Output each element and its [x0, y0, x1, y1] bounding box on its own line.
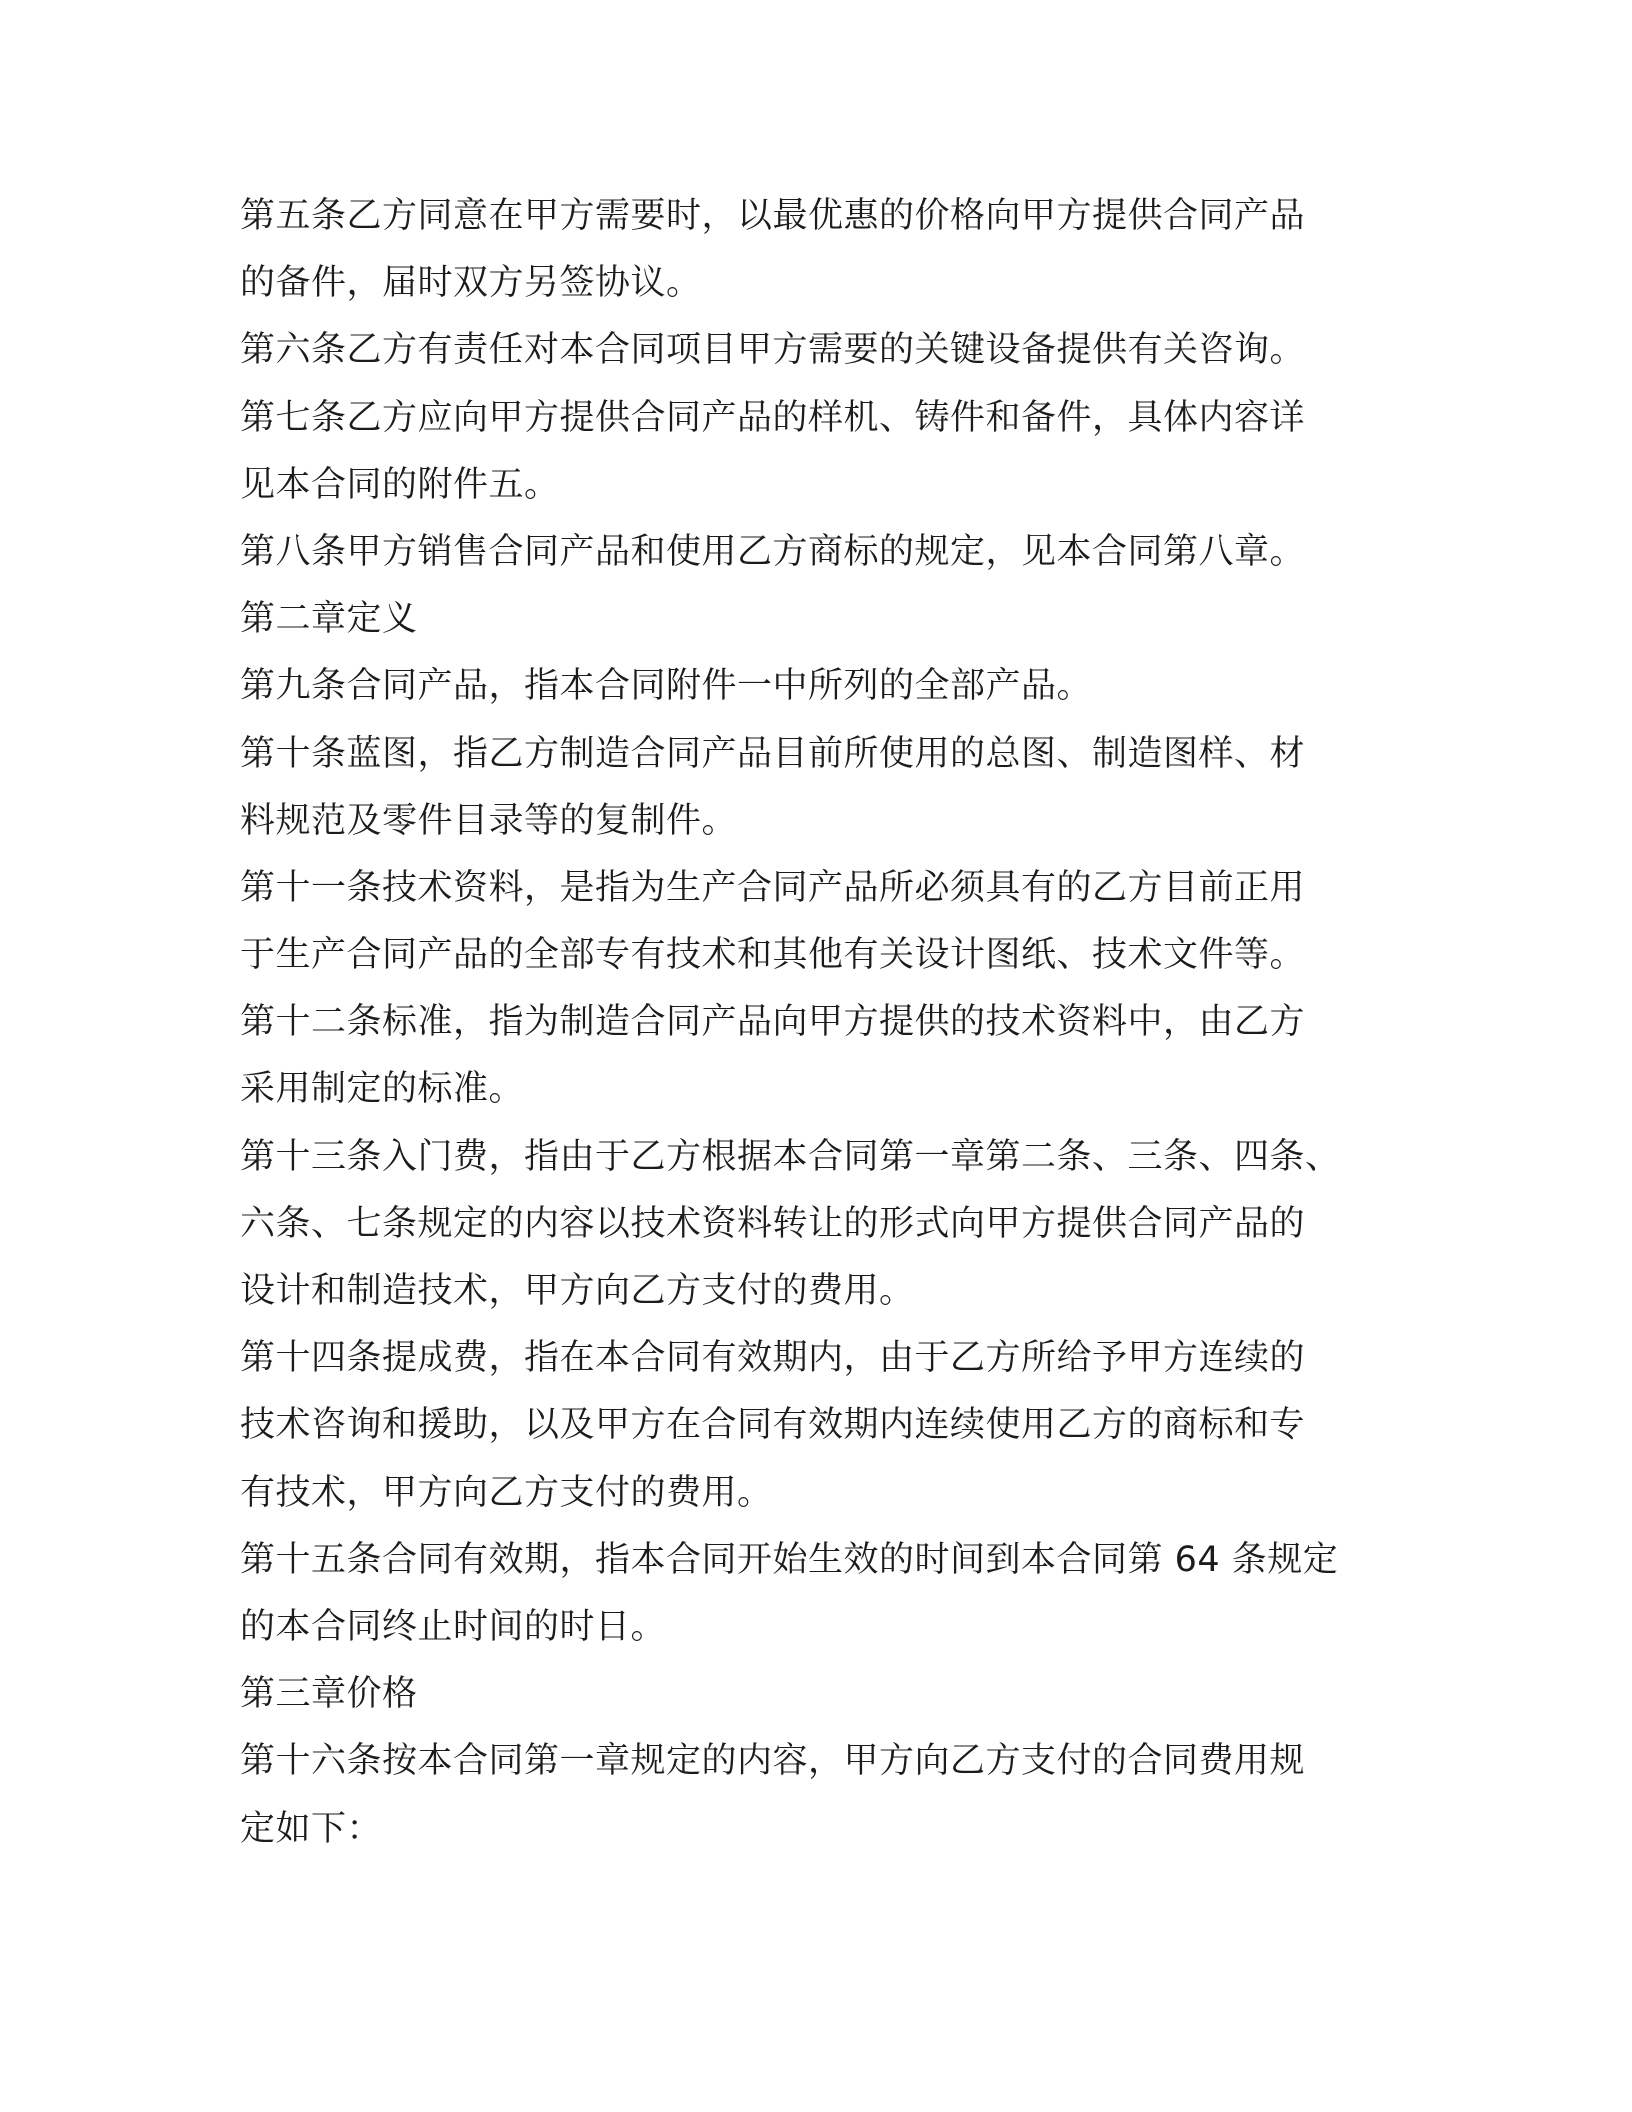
text-line: 定如下： — [240, 1808, 383, 1849]
text-line: 的备件，届时双方另签协议。 — [240, 263, 702, 304]
text-line: 第十一条技术资料，是指为生产合同产品所必须具有的乙方目前正用 — [240, 867, 1306, 908]
text-line: 第十四条提成费，指在本合同有效期内，由于乙方所给予甲方连续的 — [240, 1338, 1306, 1379]
chapter-heading: 第三章价格 — [240, 1674, 418, 1715]
text-line: 第十三条入门费，指由于乙方根据本合同第一章第二条、三条、四条、 — [240, 1136, 1341, 1177]
text-line: 见本合同的附件五。 — [240, 464, 560, 505]
text-line: 第五条乙方同意在甲方需要时，以最优惠的价格向甲方提供合同产品 — [240, 196, 1306, 236]
text-line: 第十二条标准，指为制造合同产品向甲方提供的技术资料中，由乙方 — [240, 1002, 1306, 1043]
text-line: 第八条甲方销售合同产品和使用乙方商标的规定，见本合同第八章。 — [240, 531, 1306, 572]
text-line: 有技术，甲方向乙方支付的费用。 — [240, 1472, 773, 1513]
document-body — [240, 183, 1410, 1863]
text-line: 第七条乙方应向甲方提供合同产品的样机、铸件和备件，具体内容详 — [240, 397, 1306, 438]
text-line: 第十五条合同有效期，指本合同开始生效的时间到本合同第 64 条规定 — [240, 1539, 1339, 1580]
text-line: 六条、七条规定的内容以技术资料转让的形式向甲方提供合同产品的 — [240, 1203, 1306, 1244]
text-line: 第十六条按本合同第一章规定的内容，甲方向乙方支付的合同费用规 — [240, 1741, 1306, 1782]
text-line: 采用制定的标准。 — [240, 1069, 525, 1110]
text-line: 设计和制造技术，甲方向乙方支付的费用。 — [240, 1271, 915, 1311]
text-line: 技术咨询和援助，以及甲方在合同有效期内连续使用乙方的商标和专 — [240, 1405, 1306, 1446]
text-line: 的本合同终止时间的时日。 — [240, 1606, 667, 1647]
text-line: 第十条蓝图，指乙方制造合同产品目前所使用的总图、制造图样、材 — [240, 733, 1306, 774]
text-line: 料规范及零件目录等的复制件。 — [240, 800, 738, 841]
text-line: 于生产合同产品的全部专有技术和其他有关设计图纸、技术文件等。 — [240, 935, 1306, 976]
text-line: 第六条乙方有责任对本合同项目甲方需要的关键设备提供有关咨询。 — [240, 330, 1306, 371]
chapter-heading: 第二章定义 — [240, 599, 418, 640]
text-line: 第九条合同产品，指本合同附件一中所列的全部产品。 — [240, 666, 1093, 707]
